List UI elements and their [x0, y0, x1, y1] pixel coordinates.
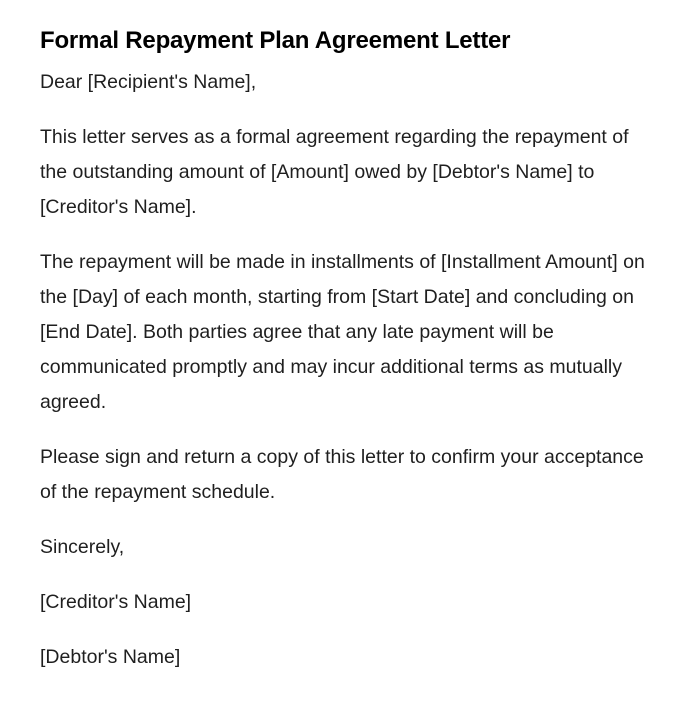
body-paragraph-confirmation: Please sign and return a copy of this letter to confirm your acceptance of the repayment schedule. [40, 446, 644, 503]
closing: Sincerely, [40, 536, 125, 558]
signature-creditor-name: [Creditor's Name] [40, 591, 192, 613]
letter-title: Formal Repayment Plan Agreement Letter [40, 27, 511, 54]
body-paragraph-installments: The repayment will be made in installments of [Installment Amount] on the [Day] of each month, starting from [Start Date] and concluding on [End Date]. Both parties agree that any late payment will be communicated promptly and may incur additional terms as mutually agreed. [40, 251, 645, 413]
signature-debtor-name: [Debtor's Name] [40, 646, 181, 668]
body-paragraph-agreement: This letter serves as a formal agreement regarding the repayment of the outstanding amount of [Amount] owed by [Debtor's Name] to [Creditor's Name]. [40, 126, 629, 218]
salutation: Dear [Recipient's Name], [40, 71, 257, 93]
